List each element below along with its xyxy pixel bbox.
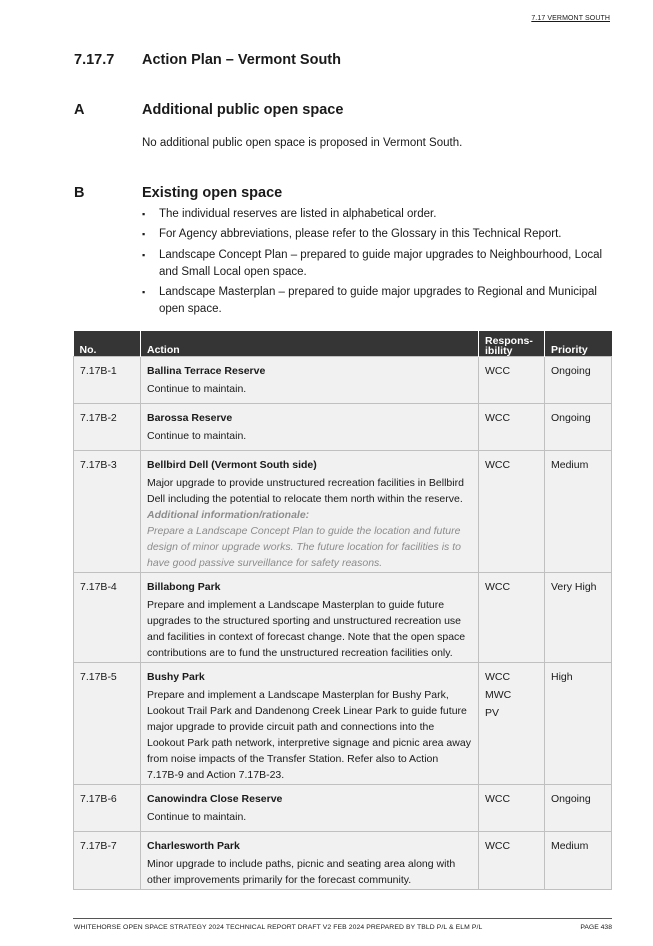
- table-row: [74, 404, 612, 451]
- row-number: 7.17B-6: [74, 785, 141, 832]
- section-b-title: Existing open space: [142, 185, 283, 201]
- table-row: [74, 357, 612, 404]
- action-table: [73, 331, 612, 890]
- reserve-name: Barossa Reserve: [147, 412, 233, 424]
- bullet-item: ▪ For Agency abbreviations, please refer to the Glossary in this Technical Report.: [142, 226, 617, 243]
- action-description: Continue to maintain.: [147, 811, 247, 823]
- row-priority: High: [545, 663, 612, 785]
- row-action: [141, 404, 479, 451]
- header-action: Action: [141, 331, 479, 357]
- section-a-letter: A: [74, 102, 85, 118]
- heading-number: 7.17.7: [74, 52, 115, 68]
- rationale-text: Prepare a Landscape Concept Plan to guide the location and future design of minor upgrade works. The future location for facilities is to have good passive surveillance for safety reasons.: [147, 525, 461, 569]
- section-a-title: Additional public open space: [142, 102, 344, 118]
- bullet-item: ▪ Landscape Masterplan – prepared to guide major upgrades to Regional and Municipal open space.: [142, 284, 617, 318]
- running-header: 7.17 VERMONT SOUTH: [531, 15, 610, 22]
- row-priority: Ongoing: [545, 357, 612, 404]
- footer-text: WHITEHORSE OPEN SPACE STRATEGY 2024 TECHNICAL REPORT DRAFT V2 FEB 2024 PREPARED BY TBLD P/L & ELM P/L: [74, 924, 483, 931]
- row-priority: Medium: [545, 832, 612, 890]
- header-priority: Priority: [545, 331, 612, 357]
- action-description: Prepare and implement a Landscape Masterplan for Bushy Park, Lookout Trail Park and Dandenong Creek Linear Park to guide future major upgrade to provide circuit path and connections into the Lookout Park path network, interpretive signage and picnic area away from noise impacts of the Transfer Station. Refer also to Action 7.17B-9 and Action 7.17B-23.: [147, 689, 471, 781]
- agency-label: MWC: [485, 689, 512, 701]
- row-responsibility: WCC: [479, 357, 545, 404]
- agency-label: PV: [485, 707, 500, 719]
- section-b-bullet-list: [142, 206, 617, 321]
- row-number: 7.17B-2: [74, 404, 141, 451]
- row-number: 7.17B-7: [74, 832, 141, 890]
- row-action: [141, 663, 479, 785]
- section-a-text: No additional public open space is proposed in Vermont South.: [142, 137, 463, 149]
- header-responsibility: Respons- ibility: [479, 331, 545, 357]
- action-description: Continue to maintain.: [147, 383, 247, 395]
- table-row: [74, 785, 612, 832]
- section-b-letter: B: [74, 185, 85, 201]
- row-action: [141, 451, 479, 573]
- table-row: [74, 451, 612, 573]
- reserve-name: Charlesworth Park: [147, 840, 240, 852]
- action-description: Prepare and implement a Landscape Masterplan to guide future upgrades to the structured sporting and unstructured recreation use and facilities in context of forecast change. Note that the open space contributions are to fund the unstructured recreation facilities only.: [147, 599, 466, 659]
- action-description: Minor upgrade to include paths, picnic and seating area along with other improvements primarily for the forecast community.: [147, 858, 456, 886]
- row-priority: Ongoing: [545, 785, 612, 832]
- agency-label: WCC: [485, 671, 511, 683]
- bullet-item: ▪ Landscape Concept Plan – prepared to guide major upgrades to Neighbourhood, Local and Small Local open space.: [142, 247, 617, 281]
- row-action: [141, 832, 479, 890]
- row-responsibility: WCC: [479, 785, 545, 832]
- table-header-row: [74, 331, 612, 357]
- header-no: No.: [74, 331, 141, 357]
- row-responsibility: WCC: [479, 573, 545, 663]
- row-priority: Very High: [545, 573, 612, 663]
- row-responsibility: [479, 663, 545, 785]
- reserve-name: Ballina Terrace Reserve: [147, 365, 266, 377]
- row-number: 7.17B-5: [74, 663, 141, 785]
- row-number: 7.17B-1: [74, 357, 141, 404]
- row-responsibility: WCC: [479, 832, 545, 890]
- action-description: Major upgrade to provide unstructured recreation facilities in Bellbird Dell including the potential to relocate them north within the reserve.: [147, 477, 464, 505]
- page-number: PAGE 438: [580, 924, 612, 931]
- reserve-name: Canowindra Close Reserve: [147, 793, 283, 805]
- row-number: 7.17B-4: [74, 573, 141, 663]
- table-row: [74, 663, 612, 785]
- row-priority: Medium: [545, 451, 612, 573]
- heading-title: Action Plan – Vermont South: [142, 52, 341, 68]
- row-priority: Ongoing: [545, 404, 612, 451]
- action-description: Continue to maintain.: [147, 430, 247, 442]
- row-action: [141, 785, 479, 832]
- row-action: [141, 357, 479, 404]
- rationale-heading: Additional information/rationale:: [147, 509, 310, 521]
- row-responsibility: WCC: [479, 404, 545, 451]
- reserve-name: Billabong Park: [147, 581, 221, 593]
- table-row: [74, 832, 612, 890]
- row-action: [141, 573, 479, 663]
- reserve-name: Bellbird Dell (Vermont South side): [147, 459, 317, 471]
- row-responsibility: WCC: [479, 451, 545, 573]
- footer-divider: [73, 918, 612, 919]
- bullet-item: ▪ The individual reserves are listed in alphabetical order.: [142, 206, 617, 223]
- reserve-name: Bushy Park: [147, 671, 205, 683]
- table-row: [74, 573, 612, 663]
- row-number: 7.17B-3: [74, 451, 141, 573]
